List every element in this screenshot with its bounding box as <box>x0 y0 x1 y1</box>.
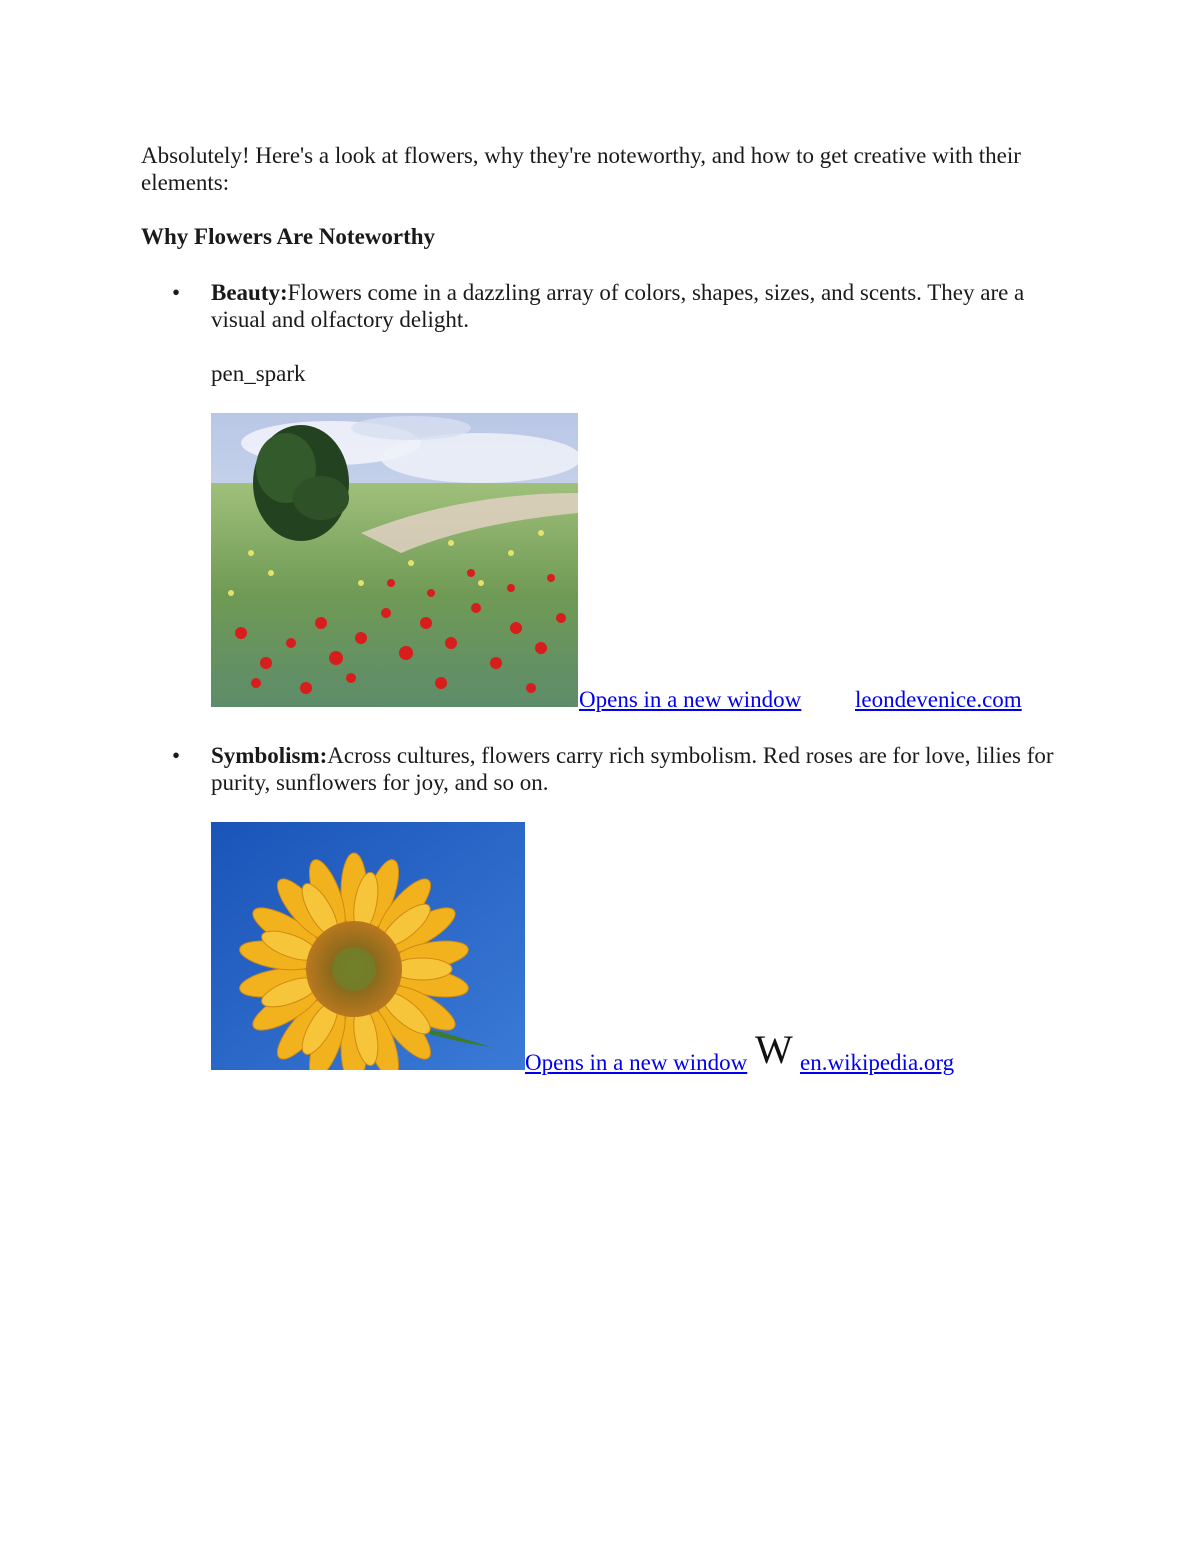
bullet-icon: • <box>172 743 181 768</box>
bullet-icon: • <box>172 280 181 305</box>
beauty-description: Flowers come in a dazzling array of colors, shapes, sizes, and scents. They are a visual and olfactory delight. <box>211 280 1025 332</box>
poppy-field-painting <box>211 413 578 707</box>
pen-spark-text: pen_spark <box>211 361 306 386</box>
source-link-wikipedia[interactable]: en.wikipedia.org <box>800 1050 955 1075</box>
poppy-field-image[interactable] <box>211 413 578 707</box>
sunflower-image[interactable] <box>211 822 525 1070</box>
beauty-label: Beauty: <box>211 280 288 305</box>
opens-new-window-link[interactable]: Opens in a new window <box>579 687 802 712</box>
intro-paragraph: Absolutely! Here's a look at flowers, why they're noteworthy, and how to get creative with their elements: <box>141 143 1021 195</box>
beauty-item-text <box>211 279 1061 333</box>
symbolism-description: Across cultures, flowers carry rich symbolism. Red roses are for love, lilies for purity, sunflowers for joy, and so on. <box>211 743 1054 795</box>
wikipedia-icon: W <box>755 1027 793 1072</box>
section-heading: Why Flowers Are Noteworthy <box>141 224 436 249</box>
symbolism-item-text <box>211 742 1061 796</box>
source-link-leondevenice[interactable]: leondevenice.com <box>855 687 1022 712</box>
opens-new-window-link[interactable]: Opens in a new window <box>525 1050 748 1075</box>
symbolism-label: Symbolism: <box>211 743 328 768</box>
sunflower-photo <box>211 822 525 1070</box>
